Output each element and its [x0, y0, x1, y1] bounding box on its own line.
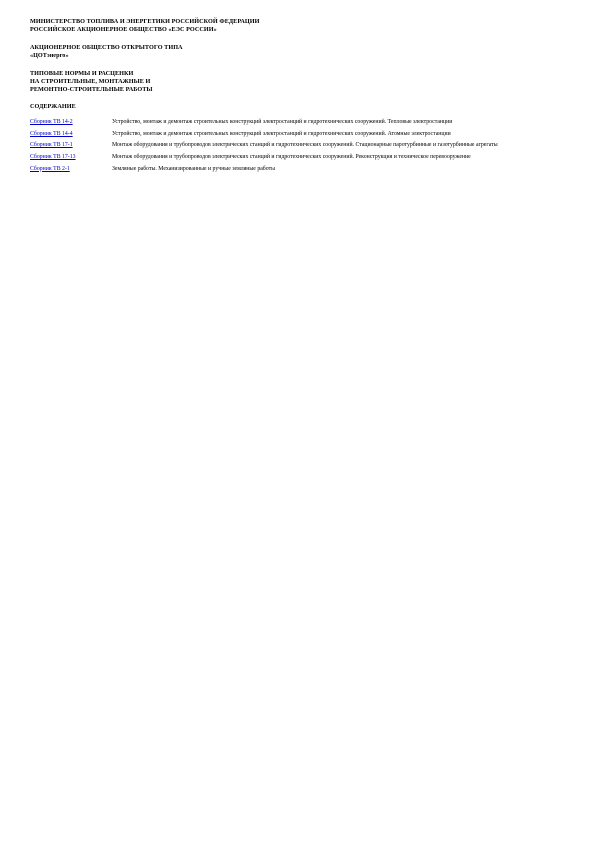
- company-name-line: «ЦОТэнерго»: [30, 52, 69, 60]
- contents-link[interactable]: Сборник ТВ 2-1: [30, 165, 70, 172]
- contents-link[interactable]: Сборник ТВ 14-4: [30, 130, 73, 137]
- contents-row: [30, 154, 570, 166]
- contents-link[interactable]: Сборник ТВ 14-2: [30, 119, 73, 126]
- contents-link[interactable]: Сборник ТВ 17-1: [30, 142, 73, 149]
- document-title-line-1: ТИПОВЫЕ НОРМЫ И РАСЦЕНКИ: [30, 69, 134, 77]
- contents-row: [30, 119, 570, 131]
- contents-link[interactable]: Сборник ТВ 17-13: [30, 154, 76, 161]
- company-type-line: АКЦИОНЕРНОЕ ОБЩЕСТВО ОТКРЫТОГО ТИПА: [30, 43, 183, 51]
- contents-description: Монтаж оборудования и трубопроводов электрических станций и гидротехнических сооружений. Реконструкция и техническое перевооружение: [112, 154, 471, 161]
- ministry-line: МИНИСТЕРСТВО ТОПЛИВА И ЭНЕРГЕТИКИ РОССИЙСКОЙ ФЕДЕРАЦИИ: [30, 18, 260, 25]
- document-page: [30, 18, 570, 177]
- contents-row: [30, 142, 570, 154]
- contents-row: [30, 166, 570, 178]
- contents-heading: СОДЕРЖАНИЕ: [30, 102, 76, 110]
- contents-description: Устройство, монтаж и демонтаж строительных конструкций электростанций и гидротехнических сооружений. Атомные электростанции: [112, 130, 451, 137]
- contents-description: Земляные работы. Механизированные и ручные земляные работы: [112, 165, 275, 172]
- contents-description: Монтаж оборудования и трубопроводов электрических станций и гидротехнических сооружений. Стационарные паротурбинные и газотурбинные агрегаты: [112, 142, 498, 149]
- contents-table: [30, 119, 570, 177]
- contents-row: [30, 131, 570, 143]
- document-title-line-2: НА СТРОИТЕЛЬНЫЕ, МОНТАЖНЫЕ И: [30, 78, 151, 86]
- document-title-line-3: РЕМОНТНО-СТРОИТЕЛЬНЫЕ РАБОТЫ: [30, 86, 153, 94]
- organization-line: РОССИЙСКОЕ АКЦИОНЕРНОЕ ОБЩЕСТВО «ЕЭС РОССИИ»: [30, 26, 217, 34]
- contents-description: Устройство, монтаж и демонтаж строительных конструкций электростанций и гидротехнических сооружений. Тепловые электростанции: [112, 119, 453, 126]
